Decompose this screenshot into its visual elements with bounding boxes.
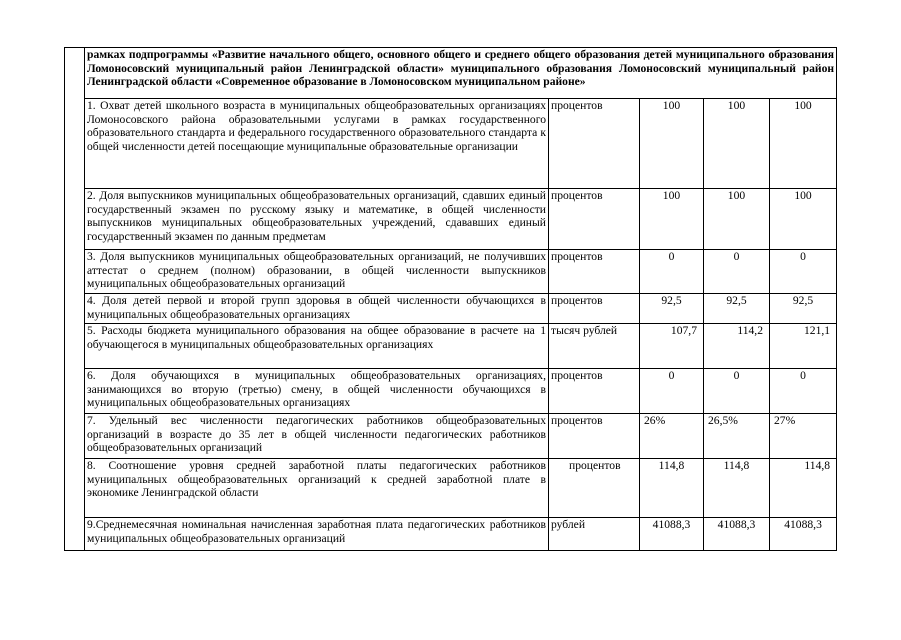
table-row: [65, 459, 837, 518]
table-row: [65, 189, 837, 250]
value-cell: 92,5: [640, 294, 704, 324]
indicator-description: 6. Доля обучающихся в муниципальных общеобразовательных организациях, занимающихся во вторую (третью) смену, в общей численности обучающихся в муниципальных общеобразовательных организациях: [85, 369, 549, 414]
value-cell: 114,2: [704, 324, 770, 369]
header-line-3: муниципальный район Ленинградской области «Современное образование в Ломоносовском муниципальном районе»: [87, 61, 835, 89]
table-row: [65, 294, 837, 324]
header-row: [65, 48, 837, 99]
header-line-1: рамках подпрограммы «Развитие начального общего, основного общего и среднего общего образования детей муниципального: [87, 48, 765, 61]
value-cell: 27%: [770, 414, 837, 459]
value-cell: 26,5%: [704, 414, 770, 459]
value-cell: 0: [640, 369, 704, 414]
table-row: [65, 99, 837, 189]
table-row: [65, 518, 837, 551]
table-row: [65, 414, 837, 459]
indicator-description: 5. Расходы бюджета муниципального образования на общее образование в расчете на 1 обучающегося в муниципальных общеобразовательных организациях: [85, 324, 549, 369]
unit-cell: процентов: [549, 294, 640, 324]
value-cell: 92,5: [704, 294, 770, 324]
subprogram-header: [85, 48, 837, 99]
value-cell: 114,8: [640, 459, 704, 518]
indicator-description: 1. Охват детей школьного возраста в муниципальных общеобразовательных организациях Ломоносовского района образовательными услугами в рамках государственного образовательного стандарта и федерального государственного образовательного стандарта к общей численности детей посещающие муниципальные образовательные организации: [85, 99, 549, 189]
unit-cell: процентов: [549, 369, 640, 414]
indicator-description: 3. Доля выпускников муниципальных общеобразовательных организаций, не получивших аттестат о среднем (полном) образовании, в общей численности выпускников муниципальных общеобразовательных организаций: [85, 250, 549, 294]
indicator-description: 9.Среднемесячная номинальная начисленная заработная плата педагогических работников муниципальных общеобразовательных организаций: [85, 518, 549, 551]
table-row: [65, 324, 837, 369]
value-cell: 92,5: [770, 294, 837, 324]
indicator-description: 4. Доля детей первой и второй групп здоровья в общей численности обучающихся в муниципальных общеобразовательных организациях: [85, 294, 549, 324]
value-cell: 114,8: [770, 459, 837, 518]
value-cell: 100: [640, 99, 704, 189]
table-row: [65, 250, 837, 294]
value-cell: 100: [770, 99, 837, 189]
value-cell: 0: [704, 369, 770, 414]
value-cell: 0: [770, 369, 837, 414]
indicator-description: 8. Соотношение уровня средней заработной платы педагогических работников муниципальных общеобразовательных организаций к средней заработной плате в экономике Ленинградской области: [85, 459, 549, 518]
value-cell: 100: [704, 189, 770, 250]
indicator-description: 7. Удельный вес численности педагогических работников общеобразовательных организаций в возрасте до 35 лет в общей численности педагогических работников общеобразовательных организаций: [85, 414, 549, 459]
header-line-2: образования Ломоносовский муниципальный район Ленинградской области» муниципального образования Ломоносовский: [87, 48, 835, 75]
unit-cell: процентов: [549, 414, 640, 459]
value-cell: 41088,3: [770, 518, 837, 551]
value-cell: 114,8: [704, 459, 770, 518]
unit-cell: процентов: [549, 459, 640, 518]
value-cell: 26%: [640, 414, 704, 459]
unit-cell: процентов: [549, 189, 640, 250]
table-row: [65, 369, 837, 414]
value-cell: 0: [640, 250, 704, 294]
value-cell: 100: [640, 189, 704, 250]
value-cell: 100: [704, 99, 770, 189]
unit-cell: процентов: [549, 99, 640, 189]
value-cell: 0: [770, 250, 837, 294]
value-cell: 41088,3: [704, 518, 770, 551]
value-cell: 100: [770, 189, 837, 250]
unit-cell: процентов: [549, 250, 640, 294]
value-cell: 121,1: [770, 324, 837, 369]
indicators-table: [64, 47, 837, 551]
value-cell: 0: [704, 250, 770, 294]
unit-cell: тысяч рублей: [549, 324, 640, 369]
indicator-description: 2. Доля выпускников муниципальных общеобразовательных организаций, сдавших единый государственный экзамен по русскому языку и математике, в общей численности выпускников муниципальных общеобразовательных учреждений, сдававших единый государственный экзамен по данным предметам: [85, 189, 549, 250]
value-cell: 41088,3: [640, 518, 704, 551]
value-cell: 107,7: [640, 324, 704, 369]
left-margin-column: [65, 48, 85, 551]
unit-cell: рублей: [549, 518, 640, 551]
